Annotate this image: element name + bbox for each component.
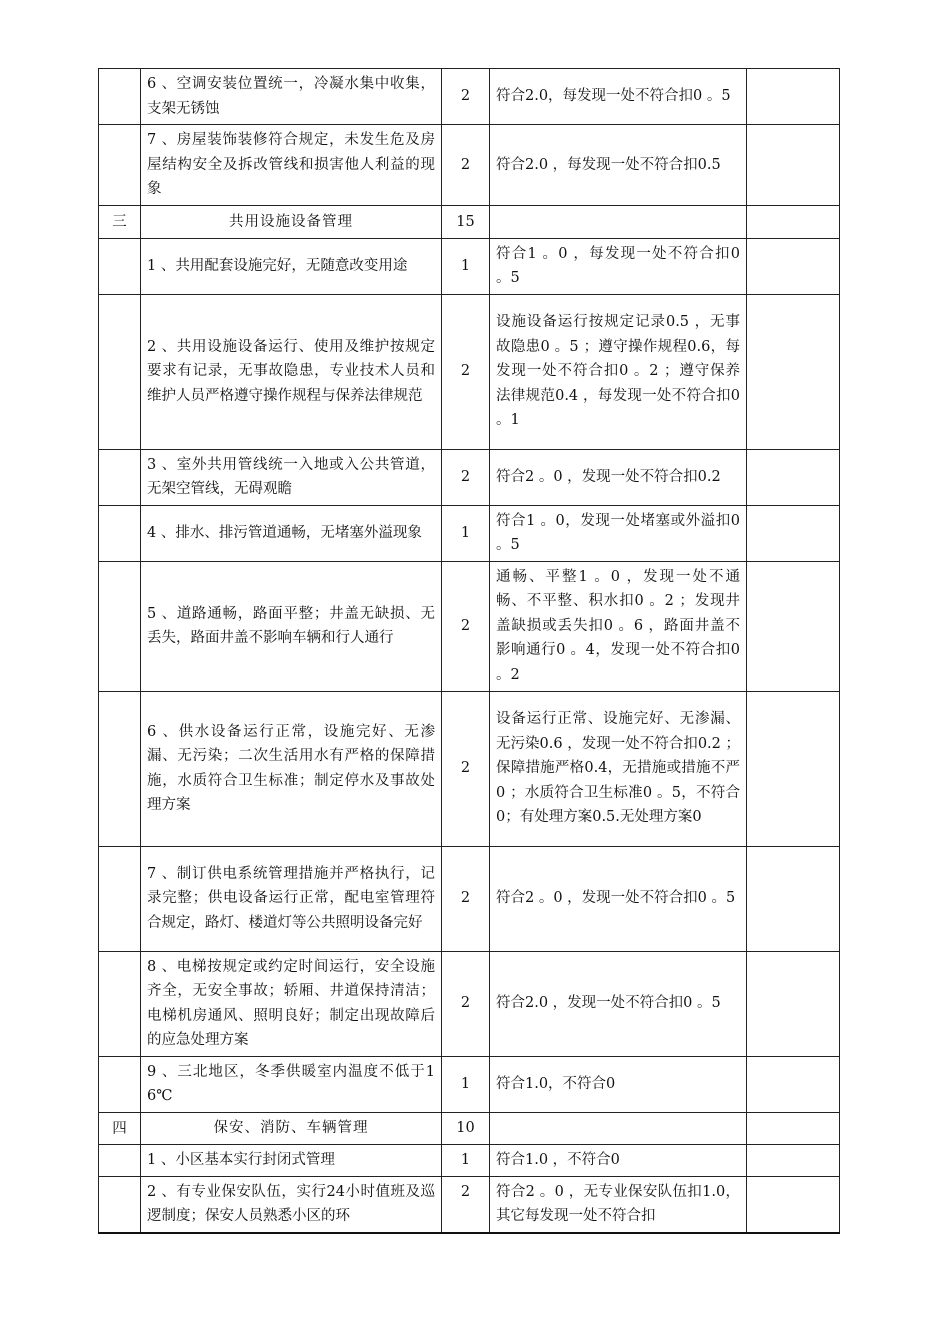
- row-index: [99, 505, 141, 561]
- row-index: [99, 1176, 141, 1233]
- table-row: [99, 1176, 840, 1233]
- section-row: [99, 1112, 840, 1145]
- criteria-text: 符合2.0 ，发现一处不符合扣0 。5: [490, 951, 747, 1056]
- item-text: 7 、房屋装饰装修符合规定，未发生危及房屋结构安全及拆改管线和损害他人利益的现象: [141, 125, 442, 206]
- item-text: 2 、共用设施设备运行、使用及维护按规定要求有记录，无事故隐患，专业技术人员和维护人员严格遵守操作规程与保养法律规范: [141, 294, 442, 449]
- row-index: [99, 449, 141, 505]
- criteria-text: 符合2.0，每发现一处不符合扣0 。5: [490, 69, 747, 125]
- score: 2: [442, 69, 490, 125]
- table-row: [99, 846, 840, 951]
- item-text: 2 、有专业保安队伍，实行24小时值班及巡逻制度；保安人员熟悉小区的环: [141, 1176, 442, 1233]
- criteria-text: 符合2 。0 ，无专业保安队伍扣1.0，其它每发现一处不符合扣: [490, 1176, 747, 1233]
- section-number: 四: [99, 1112, 141, 1145]
- table-row: [99, 294, 840, 449]
- remark-cell: [747, 449, 840, 505]
- criteria-text: 通畅、平整1 。0 ，发现一处不通畅、不平整、积水扣0 。2 ；发现井盖缺损或丢失扣0 。6 ，路面井盖不影响通行0 。4，发现一处不符合扣0 。2: [490, 561, 747, 691]
- row-index: [99, 561, 141, 691]
- score: 1: [442, 1056, 490, 1112]
- row-index: [99, 69, 141, 125]
- row-index: [99, 294, 141, 449]
- item-text: 6 、空调安装位置统一，冷凝水集中收集，支架无锈蚀: [141, 69, 442, 125]
- table-row: [99, 1145, 840, 1177]
- criteria-text: 符合2 。0 ，发现一处不符合扣0.2: [490, 449, 747, 505]
- remark-cell: [747, 691, 840, 846]
- score: 1: [442, 238, 490, 294]
- section-number: 三: [99, 206, 141, 239]
- table-row: [99, 125, 840, 206]
- table-row: [99, 238, 840, 294]
- score: 2: [442, 125, 490, 206]
- row-index: [99, 846, 141, 951]
- section-row: [99, 206, 840, 239]
- remark-cell: [747, 1176, 840, 1233]
- item-text: 3 、室外共用管线统一入地或入公共管道，无架空管线，无碍观瞻: [141, 449, 442, 505]
- score: 2: [442, 294, 490, 449]
- criteria-text: [490, 206, 747, 239]
- remark-cell: [747, 206, 840, 239]
- table-row: [99, 561, 840, 691]
- section-title: 保安、消防、车辆管理: [141, 1112, 442, 1145]
- remark-cell: [747, 1056, 840, 1112]
- remark-cell: [747, 294, 840, 449]
- score: 2: [442, 561, 490, 691]
- criteria-text: 符合1.0，不符合0: [490, 1056, 747, 1112]
- item-text: 5 、道路通畅，路面平整；井盖无缺损、无丢失，路面井盖不影响车辆和行人通行: [141, 561, 442, 691]
- section-score: 10: [442, 1112, 490, 1145]
- row-index: [99, 125, 141, 206]
- remark-cell: [747, 846, 840, 951]
- assessment-table: [98, 68, 840, 1234]
- item-text: 7 、制订供电系统管理措施并严格执行，记录完整；供电设备运行正常，配电室管理符合规定，路灯、楼道灯等公共照明设备完好: [141, 846, 442, 951]
- remark-cell: [747, 505, 840, 561]
- score: 1: [442, 1145, 490, 1177]
- remark-cell: [747, 561, 840, 691]
- section-score: 15: [442, 206, 490, 239]
- criteria-text: 符合2.0 ，每发现一处不符合扣0.5: [490, 125, 747, 206]
- item-text: 1 、小区基本实行封闭式管理: [141, 1145, 442, 1177]
- score: 2: [442, 951, 490, 1056]
- item-text: 4 、排水、排污管道通畅，无堵塞外溢现象: [141, 505, 442, 561]
- table-row: [99, 69, 840, 125]
- section-title: 共用设施设备管理: [141, 206, 442, 239]
- remark-cell: [747, 125, 840, 206]
- item-text: 9 、三北地区，冬季供暖室内温度不低于16℃: [141, 1056, 442, 1112]
- table-row: [99, 505, 840, 561]
- criteria-text: 设施设备运行按规定记录0.5 ，无事故隐患0 。5 ；遵守操作规程0.6，每发现一处不符合扣0 。2 ；遵守保养法律规范0.4 ，每发现一处不符合扣0 。1: [490, 294, 747, 449]
- row-index: [99, 1145, 141, 1177]
- remark-cell: [747, 1112, 840, 1145]
- item-text: 8 、电梯按规定或约定时间运行，安全设施齐全，无安全事故；轿厢、井道保持清洁；电梯机房通风、照明良好；制定出现故障后的应急处理方案: [141, 951, 442, 1056]
- remark-cell: [747, 69, 840, 125]
- row-index: [99, 951, 141, 1056]
- criteria-text: 符合1 。0 ，每发现一处不符合扣0 。5: [490, 238, 747, 294]
- criteria-text: 符合2 。0 ，发现一处不符合扣0 。5: [490, 846, 747, 951]
- score: 2: [442, 691, 490, 846]
- table-row: [99, 691, 840, 846]
- criteria-text: 符合1 。0，发现一处堵塞或外溢扣0 。5: [490, 505, 747, 561]
- table-row: [99, 951, 840, 1056]
- row-index: [99, 1056, 141, 1112]
- table-row: [99, 449, 840, 505]
- item-text: 6 、供水设备运行正常，设施完好、无渗漏、无污染；二次生活用水有严格的保障措施，水质符合卫生标准；制定停水及事故处理方案: [141, 691, 442, 846]
- row-index: [99, 691, 141, 846]
- score: 2: [442, 1176, 490, 1233]
- criteria-text: [490, 1112, 747, 1145]
- criteria-text: 设备运行正常、设施完好、无渗漏、无污染0.6 ，发现一处不符合扣0.2 ；保障措施严格0.4，无措施或措施不严0 ；水质符合卫生标准0 。5，不符合0；有处理方案0.5.无处理方案0: [490, 691, 747, 846]
- row-index: [99, 238, 141, 294]
- item-text: 1 、共用配套设施完好，无随意改变用途: [141, 238, 442, 294]
- remark-cell: [747, 951, 840, 1056]
- remark-cell: [747, 238, 840, 294]
- score: 1: [442, 505, 490, 561]
- remark-cell: [747, 1145, 840, 1177]
- criteria-text: 符合1.0 ，不符合0: [490, 1145, 747, 1177]
- score: 2: [442, 846, 490, 951]
- score: 2: [442, 449, 490, 505]
- table-row: [99, 1056, 840, 1112]
